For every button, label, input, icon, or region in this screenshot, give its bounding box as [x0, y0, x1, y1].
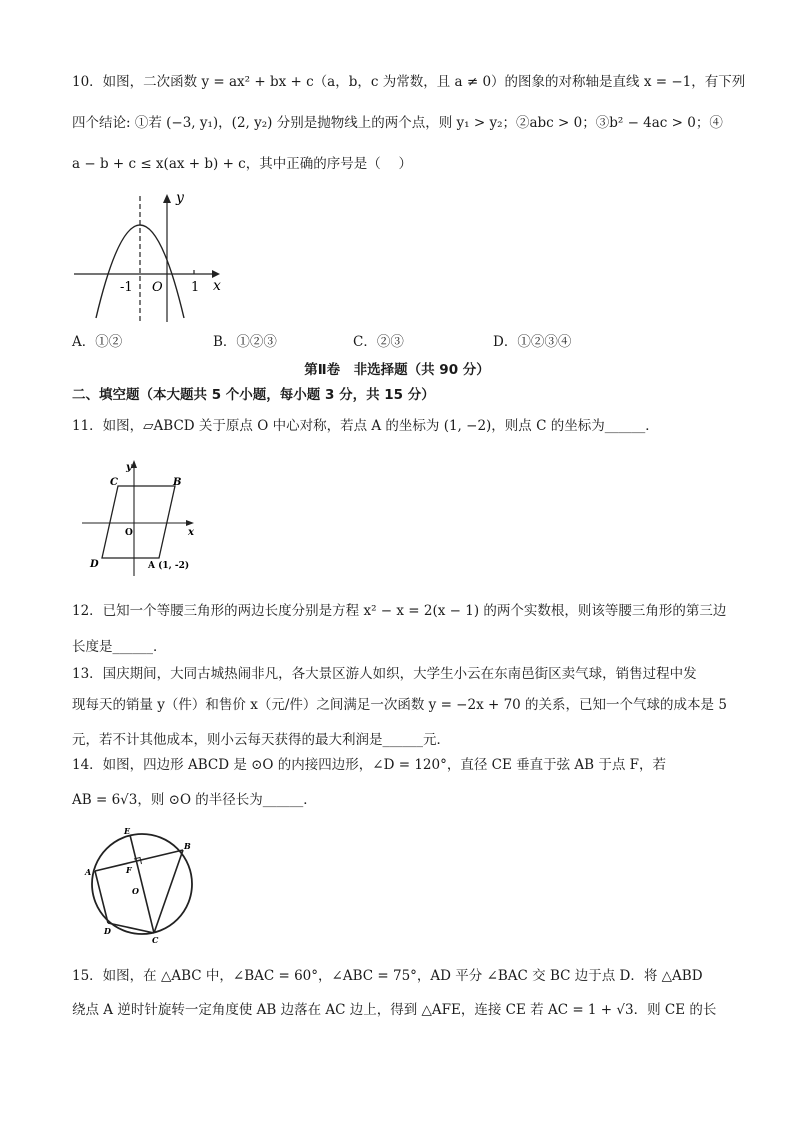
q10-option-d[interactable]: D．①②③④: [493, 334, 572, 350]
label-a: A (1, -2): [148, 561, 190, 571]
label-o: O: [125, 528, 133, 538]
q10-line3: a − b + c ≤ x(ax + b) + c，其中正确的序号是（ ）: [72, 156, 413, 172]
q11-line1: 11．如图，▱ABCD 关于原点 O 中心对称，若点 A 的坐标为 (1, −2)，则点 C 的坐标为______．: [72, 418, 659, 434]
y-axis-arrow-icon: [163, 194, 171, 203]
label-a: A: [85, 867, 92, 877]
y-axis-arrow-icon: [131, 460, 137, 468]
part2-title: 第Ⅱ卷 非选择题（共 90 分）: [304, 362, 490, 378]
q10-line2: 四个结论: ①若 (−3, y₁)，(2, y₂) 分别是抛物线上的两个点，则 y₁ > y₂；②abc > 0；③b² − 4ac > 0；④: [72, 115, 723, 131]
label-c: C: [152, 935, 159, 945]
y-label: y: [126, 462, 132, 473]
q14-line2: AB = 6√3，则 ⊙O 的半径长为______．: [72, 792, 317, 808]
q13-line1: 13．国庆期间，大同古城热闹非凡，各大景区游人如织，大学生小云在东南邑街区卖气球，销售过程中发: [72, 666, 697, 682]
label-b: B: [184, 841, 191, 851]
q15-line1: 15．如图，在 △ABC 中，∠BAC = 60°，∠ABC = 75°，AD 平分 ∠BAC 交 BC 边于点 D．将 △ABD: [72, 968, 703, 984]
label-o: O: [132, 886, 139, 896]
segment-cb: [154, 850, 183, 933]
label-c: C: [110, 477, 118, 488]
one-label: 1: [191, 280, 200, 295]
q10-parabola-figure: [72, 190, 232, 325]
q13-line3: 元，若不计其他成本，则小云每天获得的最大利润是______元．: [72, 732, 450, 748]
q13-line2: 现每天的销量 y（件）和售价 x（元/件）之间满足一次函数 y = −2x + 70 的关系，已知一个气球的成本是 5: [72, 697, 727, 713]
x-label: x: [188, 527, 194, 538]
label-e: E: [124, 826, 131, 836]
y-label: y: [176, 190, 184, 206]
chord-ab: [95, 850, 183, 871]
parallelogram-abcd: [102, 486, 175, 558]
x-label: x: [213, 278, 221, 294]
minus-one-label: -1: [120, 280, 133, 295]
label-b: B: [173, 477, 182, 488]
q15-line2: 绕点 A 逆时针旋转一定角度使 AB 边落在 AC 边上，得到 △AFE，连接 CE 若 AC = 1 + √3．则 CE 的长: [72, 1002, 717, 1018]
q10-option-a[interactable]: A．①②: [72, 334, 123, 350]
section2-heading: 二、填空题（本大题共 5 个小题，每小题 3 分，共 15 分）: [72, 387, 435, 403]
q12-line2: 长度是______．: [72, 639, 167, 655]
diameter-ce: [130, 835, 154, 933]
q11-parallelogram-figure: [80, 456, 205, 581]
x-axis-arrow-icon: [186, 520, 194, 526]
segment-ad: [95, 871, 108, 923]
q12-line1: 12．已知一个等腰三角形的两边长度分别是方程 x² − x = 2(x − 1) 的两个实数根，则该等腰三角形的第三边: [72, 603, 727, 619]
origin-label: O: [152, 280, 163, 295]
label-d: D: [104, 926, 111, 936]
label-f: F: [126, 865, 132, 875]
q10-option-c[interactable]: C．②③: [353, 334, 404, 350]
q14-line1: 14．如图，四边形 ABCD 是 ⊙O 的内接四边形，∠D = 120°，直径 CE 垂直于弦 AB 于点 F，若: [72, 757, 667, 773]
q10-line1: 10．如图，二次函数 y = ax² + bx + c（a，b，c 为常数，且 a ≠ 0）的图象的对称轴是直线 x = −1，有下列: [72, 74, 746, 90]
q10-option-b[interactable]: B．①②③: [213, 334, 277, 350]
x-axis-arrow-icon: [212, 270, 220, 278]
label-d: D: [90, 559, 99, 570]
segment-dc: [108, 923, 154, 933]
q14-circle-figure: [80, 826, 200, 946]
